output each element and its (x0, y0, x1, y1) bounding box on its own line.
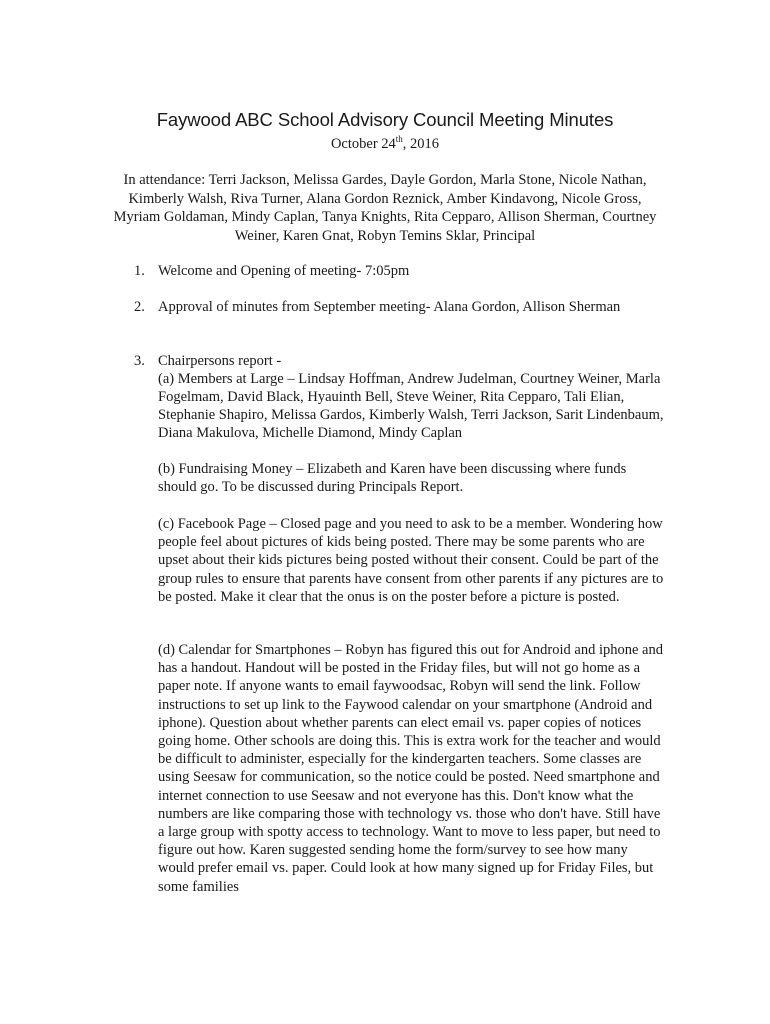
agenda-item-number: 1. (134, 263, 145, 279)
chairpersons-subitem-d: (d) Calendar for Smartphones – Robyn has figured this out for Android and iphone and has a handout. Handout will be posted in the Friday files, but will not go home as a paper note. If anyone wants to email faywoodsac, Robyn will send the link. Follow instructions to set up link to the Faywood calendar on your smartphone (Android and iphone). Question about whether parents can elect email vs. paper copies of notices going home. Other schools are doing this. This is extra work for the teacher and would be difficult to administer, especially for the kindergarten teachers. Some classes are using Seesaw for communication, so the notice could be posted. Need smartphone and internet connection to use Seesaw and not everyone has this. Don't know what the numbers are like comparing those with technology vs. those who don't have. Still have a large group with spotty access to technology. Want to move to less paper, but need to figure out how. Karen suggested sending home the form/survey to see how many would prefer email vs. paper. Could look at how many signed up for Friday Files, but some families (158, 642, 663, 895)
attendance-list: In attendance: Terri Jackson, Melissa Gardes, Dayle Gordon, Marla Stone, Nicole Nathan, Kimberly Walsh, Riva Turner, Alana Gordon Reznick, Amber Kindavong, Nicole Gross, Myriam Goldaman, Mindy Caplan, Tanya Knights, Rita Cepparo, Allison Sherman, Courtney Weiner, Karen Gnat, Robyn Temins Sklar, Principal (113, 172, 657, 244)
agenda-item-2 (134, 298, 664, 316)
agenda-item-text: Approval of minutes from September meeting- Alana Gordon, Allison Sherman (158, 299, 621, 315)
meeting-date (0, 136, 770, 153)
chairpersons-subitem-a: (a) Members at Large – Lindsay Hoffman, Andrew Judelman, Courtney Weiner, Marla Fogelmam, David Black, Hyauinth Bell, Steve Weiner, Rita Cepparo, Tali Elian, Stephanie Shapiro, Melissa Gardos, Kimberly Walsh, Terri Jackson, Sarit Lindenbaum, Diana Makulova, Michelle Diamond, Mindy Caplan (158, 371, 664, 441)
chairpersons-subitem-b: (b) Fundraising Money – Elizabeth and Karen have been discussing where funds should go. To be discussed during Principals Report. (158, 461, 627, 496)
agenda-item-text: Chairpersons report - (158, 353, 282, 369)
agenda-item-1 (134, 262, 664, 280)
agenda-item-number: 3. (134, 353, 145, 369)
agenda-item-number: 2. (134, 299, 145, 315)
chairpersons-subitem-c: (c) Facebook Page – Closed page and you need to ask to be a member. Wondering how people feel about pictures of kids being posted. There may be some parents who are upset about their kids pictures being posted without their consent. Could be part of the group rules to ensure that parents have consent from other parents if any pictures are to be posted. Make it clear that the onus is on the poster before a picture is posted. (158, 516, 664, 605)
document-title: Faywood ABC School Advisory Council Meeting Minutes (156, 109, 614, 130)
date-month-day: October 24 (330, 136, 396, 152)
agenda-item-3 (134, 352, 664, 370)
date-year: , 2016 (402, 136, 440, 152)
date-ordinal-suffix: th (395, 134, 403, 145)
agenda-item-text: Welcome and Opening of meeting- 7:05pm (158, 263, 410, 279)
